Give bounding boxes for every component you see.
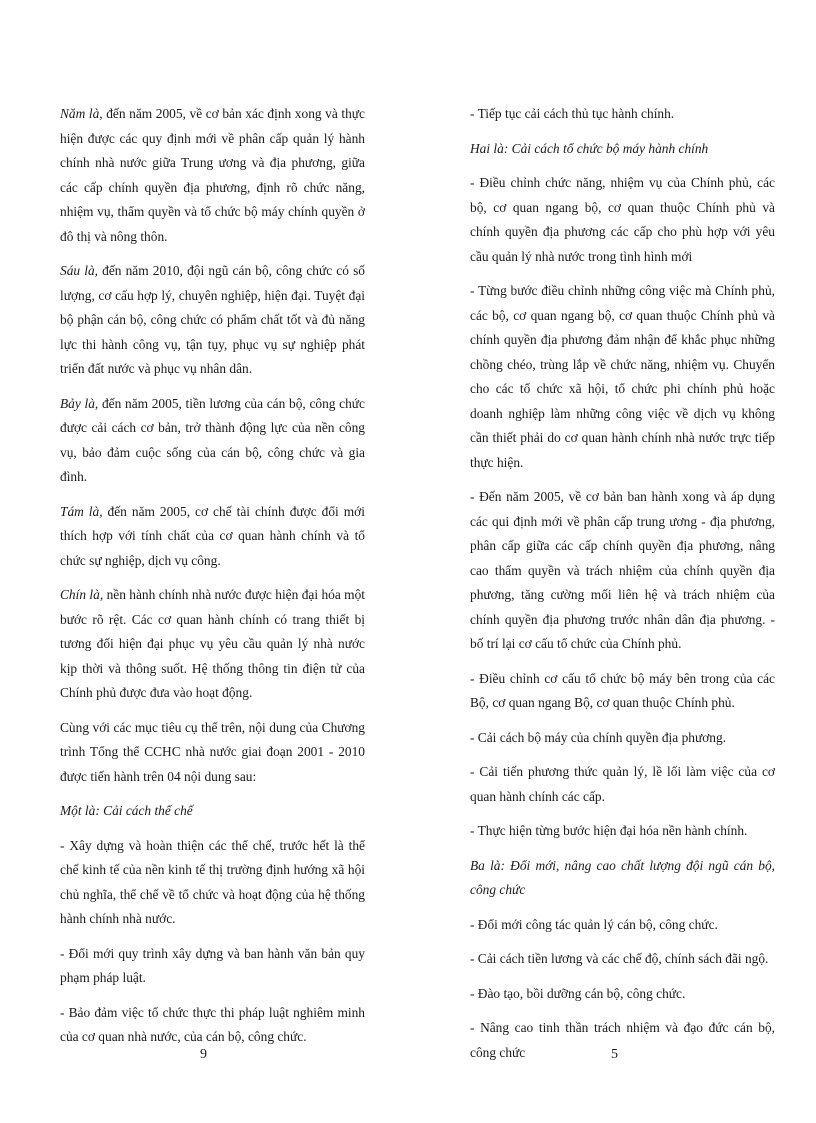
paragraph-text: nền hành chính nhà nước được hiện đại hóa một bước rõ rệt. Các cơ quan hành chính có trang thiết bị tương đối hiện đại phục vụ yêu cầu quản lý nhà nước kịp thời và thông suốt. Hệ thống thông tin điện tử của Chính phủ được đưa vào hoạt động.: [60, 587, 365, 700]
section-heading-ba-la: Ba là: Đổi mới, nâng cao chất lượng đội ngũ cán bộ, công chức: [470, 857, 775, 897]
page-number-left: 9: [200, 1047, 207, 1062]
paragraph-lead: Năm là,: [60, 106, 103, 121]
list-item: - Đổi mới quy trình xây dựng và ban hành văn bản quy phạm pháp luật.: [60, 945, 365, 985]
paragraph-intro-contents: [60, 716, 365, 790]
list-item: - Cải cách bộ máy của chính quyền địa phương.: [470, 729, 727, 745]
paragraph-tam-la: [60, 500, 365, 574]
paragraph-text: đến năm 2005, tiền lương của cán bộ, công chức được cải cách cơ bản, trở thành động lực của nền công vụ, bảo đảm cuộc sống của cán bộ, công chức và gia đình.: [60, 395, 365, 484]
paragraph-text: Cùng với các mục tiêu cụ thể trên, nội dung của Chương trình Tổng thể CCHC nhà nước giai đoạn 2001 - 2010 được tiến hành trên 04 nội dung sau:: [60, 719, 365, 784]
list-item: - Nâng cao tinh thần trách nhiệm và đạo đức cán bộ, công chức: [470, 1020, 775, 1060]
list-item: - Điều chỉnh chức năng, nhiệm vụ của Chính phủ, các bộ, cơ quan ngang bộ, cơ quan thuộc Chính phủ và chính quyền địa phương các cấp cho phù hợp với yêu cầu quản lý nhà nước trong tình hình mới: [470, 175, 775, 264]
paragraph-bay-la: [60, 392, 365, 490]
list-item: - Bảo đảm việc tổ chức thực thi pháp luật nghiêm minh của cơ quan nhà nước, của cán bộ, công chức.: [60, 1004, 365, 1044]
paragraph-nam-la: [60, 102, 365, 249]
list-item: - Xây dựng và hoàn thiện các thể chế, trước hết là thể chế kinh tế của nền kinh tế thị trường định hướng xã hội chủ nghĩa, thể chế về tổ chức và hoạt động của hệ thống hành chính nhà nước.: [60, 837, 365, 926]
right-page-column: [470, 102, 775, 1075]
paragraph-lead: Sáu là,: [60, 263, 98, 278]
paragraph-sau-la: [60, 259, 365, 382]
list-item: - Đào tạo, bồi dưỡng cán bộ, công chức.: [470, 985, 686, 1001]
list-item: - Đến năm 2005, về cơ bản ban hành xong và áp dụng các qui định mới về phân cấp trung ương - địa phương, phân cấp giữa các cấp chính quyền địa phương, nâng cao thẩm quyền và trách nhiệm của chính quyền địa phương, tăng cường mối liên hệ và trách nhiệm của chính quyền địa phương trước nhân dân địa phương. - bố trí lại cơ cấu tổ chức của Chính phủ.: [470, 489, 775, 651]
paragraph-lead: Tám là,: [60, 503, 103, 519]
paragraph-text: đến năm 2005, về cơ bản xác định xong và thực hiện được các quy định mới về phân cấp quản lý hành chính nhà nước giữa Trung ương và địa phương, giữa các cấp chính quyền địa phương, định rõ chức năng, nhiệm vụ, thẩm quyền và tổ chức bộ máy chính quyền ở đô thị và nông thôn.: [60, 106, 365, 244]
section-heading-hai-la: Hai là: Cải cách tổ chức bộ máy hành chính: [470, 140, 709, 156]
page-number-right: 5: [611, 1047, 618, 1062]
list-item: - Cải cách tiền lương và các chế độ, chính sách đãi ngộ.: [470, 951, 769, 966]
left-page-column: [60, 102, 365, 1060]
section-heading-mot-la: Một là: Cải cách thể chế: [60, 803, 193, 818]
list-item: - Cải tiến phương thức quản lý, lề lối làm việc của cơ quan hành chính các cấp.: [470, 764, 775, 804]
paragraph-chin-la: [60, 583, 365, 706]
list-item: - Từng bước điều chỉnh những công việc mà Chính phủ, các bộ, cơ quan ngang bộ, cơ quan thuộc Chính phủ và chính quyền địa phương đảm nhận để khắc phục những chồng chéo, trùng lắp về chức năng, nhiệm vụ. Chuyển cho các tổ chức xã hội, tổ chức phi chính phủ hoặc doanh nghiệp làm những công việc về dịch vụ không cần thiết phải do cơ quan hành chính nhà nước trực tiếp thực hiện.: [470, 283, 775, 470]
paragraph-text: đến năm 2010, đội ngũ cán bộ, công chức có số lượng, cơ cấu hợp lý, chuyên nghiệp, hiện đại. Tuyệt đại bộ phận cán bộ, công chức có phẩm chất tốt và đủ năng lực thi hành công vụ, tận tụy, phục vụ sự nghiệp phát triển đất nước và phục vụ nhân dân.: [60, 263, 365, 376]
paragraph-text: đến năm 2005, cơ chế tài chính được đổi mới thích hợp với tính chất của cơ quan hành chính và tổ chức sự nghiệp, dịch vụ công.: [60, 503, 365, 568]
list-item: - Tiếp tục cải cách thủ tục hành chính.: [470, 106, 675, 121]
paragraph-lead: Chín là,: [60, 587, 104, 602]
paragraph-lead: Bảy là,: [60, 395, 99, 411]
list-item: - Điều chỉnh cơ cấu tổ chức bộ máy bên trong của các Bộ, cơ quan ngang Bộ, cơ quan thuộc Chính phủ.: [470, 670, 775, 710]
list-item: - Thực hiện từng bước hiện đại hóa nền hành chính.: [470, 823, 748, 838]
list-item: - Đổi mới công tác quản lý cán bộ, công chức.: [470, 916, 718, 932]
